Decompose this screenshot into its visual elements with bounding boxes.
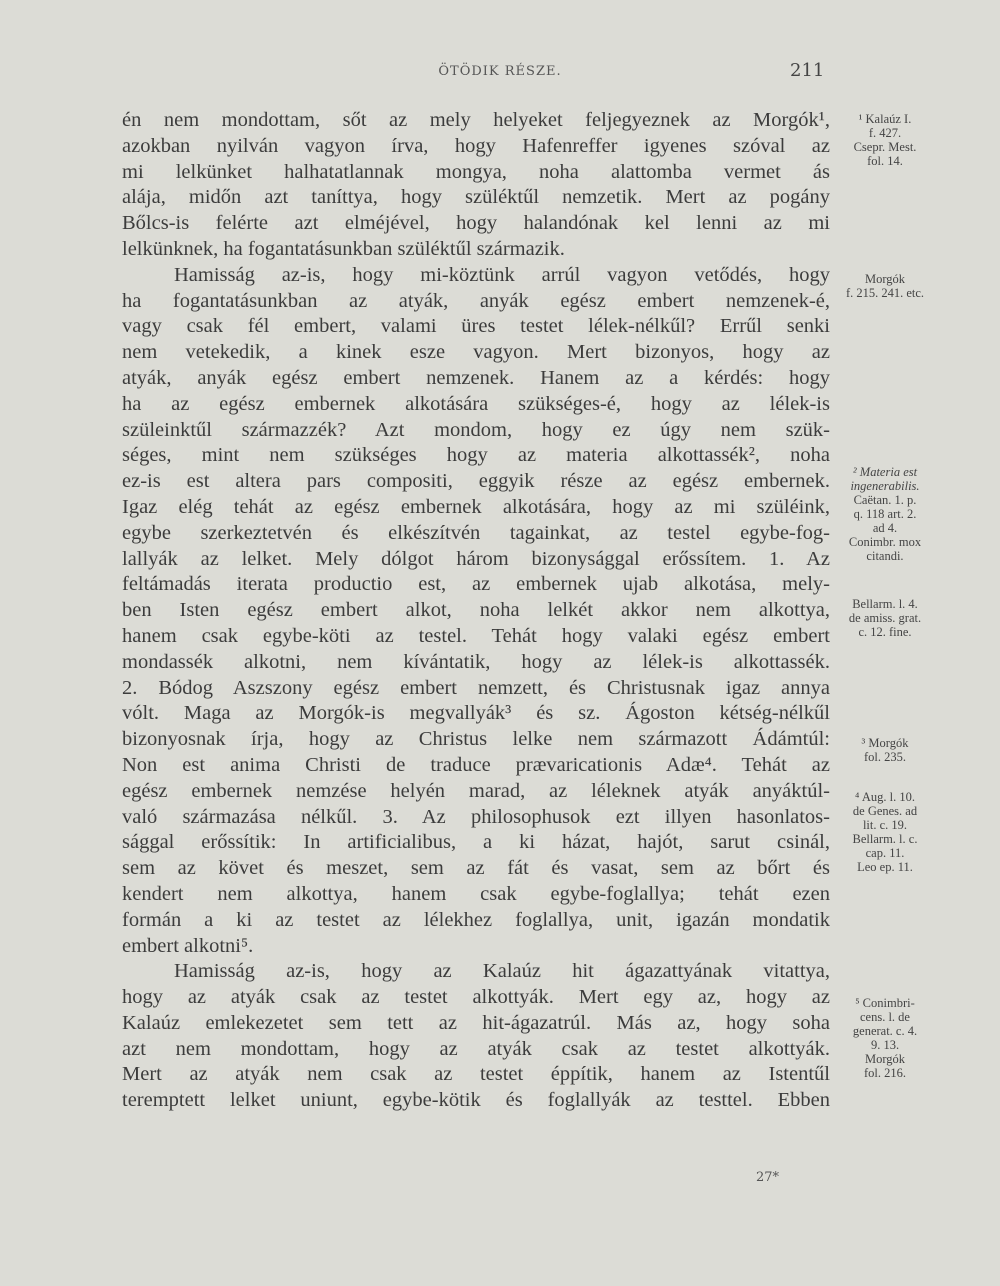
margin-note bbox=[830, 996, 940, 1080]
text-line: atyák, anyák egész embert nemzenek. Hanem az a kérdés: hogy bbox=[122, 366, 830, 389]
text-line: embert alkotni⁵. bbox=[122, 934, 254, 957]
margin-note-line: ⁵ Conimbri- bbox=[855, 996, 915, 1010]
margin-note-line: Csepr. Mest. bbox=[853, 140, 917, 154]
text-line: hanem csak egybe-köti az testel. Tehát hogy valaki egész embert bbox=[122, 624, 830, 647]
margin-note-line: 9. 13. bbox=[870, 1038, 900, 1052]
margin-note-line: generat. c. 4. bbox=[852, 1024, 918, 1038]
text-line: kendert nem alkottya, hanem csak egybe-foglallya; tehát ezen bbox=[122, 882, 830, 905]
margin-note-line: Morgók bbox=[864, 272, 906, 286]
text-line: bizonyosnak írja, hogy az Christus lelke nem származott Ádámtúl: bbox=[122, 728, 830, 751]
margin-note-line: f. 215. 241. etc. bbox=[845, 286, 925, 300]
margin-note-line: q. 118 art. 2. bbox=[853, 507, 917, 521]
margin-note bbox=[830, 736, 940, 764]
margin-note bbox=[830, 465, 940, 563]
text-line: Hamisság az-is, hogy az Kalaúz hit ágazattyának vitattya, bbox=[174, 960, 830, 983]
text-line: mondassék alkotni, nem kívántatik, hogy az lélek-is alkottassék. bbox=[122, 650, 830, 673]
text-line: ha fogantatásunkban az atyák, anyák egész embert nemzenek-é, bbox=[122, 289, 830, 312]
margin-note-line: Morgók bbox=[864, 1052, 906, 1066]
margin-note-line: citandi. bbox=[866, 549, 904, 563]
margin-note-line: c. 12. fine. bbox=[858, 625, 912, 639]
margin-note bbox=[830, 272, 940, 300]
text-line: alája, midőn azt taníttya, hogy szüléktűl nemzetik. Mert az pogány bbox=[122, 186, 830, 209]
text-line: sággal erőssítik: In artificialibus, a ki házat, hajót, sarut csinál, bbox=[122, 831, 830, 854]
body-text bbox=[122, 108, 830, 1114]
margin-note-line: ⁴ Aug. l. 10. bbox=[855, 790, 915, 804]
margin-note bbox=[830, 790, 940, 874]
margin-note-line: Conimbr. mox bbox=[848, 535, 922, 549]
margin-note-line: de amiss. grat. bbox=[848, 611, 922, 625]
text-line: ha az egész embernek alkotására szükséges-é, hogy az lélek-is bbox=[122, 392, 830, 415]
text-line: lallyák az lelket. Mely dólgot három bizonysággal erőssítem. 1. Az bbox=[122, 547, 830, 570]
text-line: egész embernek nemzése helyén marad, az léleknek atyák anyáktúl- bbox=[122, 779, 830, 802]
signature-mark: 27* bbox=[756, 1170, 780, 1185]
text-line: lelkünknek, ha fogantatásunkban szüléktűl származik. bbox=[122, 237, 565, 260]
margin-note bbox=[830, 112, 940, 168]
text-line: feltámadás iterata productio est, az embernek ujab alkotása, mely- bbox=[122, 573, 830, 596]
margin-note-line: Bellarm. l. 4. bbox=[852, 597, 918, 611]
margin-note-line: ² Materia est bbox=[852, 465, 918, 479]
text-line: Bőlcs-is felérte azt elméjével, hogy halandónak kel lenni az mi bbox=[122, 212, 830, 235]
text-line: mi lelkünket halhatatlannak mongya, noha alattomba vermet ás bbox=[122, 160, 830, 183]
text-line: séges, mint nem szükséges hogy az materia alkottassék², noha bbox=[122, 444, 830, 467]
text-line: szüleinktűl származzék? Azt mondom, hogy ez úgy nem szük- bbox=[122, 418, 830, 441]
text-line: Mert az atyák nem csak az testet éppítik, hanem az Istentűl bbox=[122, 1063, 830, 1086]
text-line: Igaz elég tehát az egész embernek alkotására, hogy az mi szüléink, bbox=[122, 495, 830, 518]
text-line: hogy az atyák csak az testet alkottyák. Mert egy az, hogy az bbox=[122, 986, 830, 1009]
page-number: 211 bbox=[790, 60, 825, 81]
text-line: vagy csak fél embert, valami üres testet lélek-nélkűl? Errűl senki bbox=[122, 315, 830, 338]
text-line: való származása nélkűl. 3. Az philosophusok ezt illyen hasonlatos- bbox=[122, 805, 830, 828]
text-line: egybe szerkeztetvén és elkészítvén tagainkat, az testel egybe-fog- bbox=[122, 521, 830, 544]
text-line: formán a ki az testet az lélekhez foglallya, unit, igazán mondatik bbox=[122, 908, 830, 931]
text-line: Kalaúz emlekezetet sem tett az hit-ágazatrúl. Más az, hogy soha bbox=[122, 1011, 830, 1034]
margin-note-line: lit. c. 19. bbox=[862, 818, 908, 832]
text-line: azokban nyilván vagyon írva, hogy Hafenreffer igyenes szóval az bbox=[122, 134, 830, 157]
text-line: Non est anima Christi de traduce prævaricationis Adæ⁴. Tehát az bbox=[122, 753, 830, 776]
text-line: azt nem mondottam, hogy az atyák csak az testet alkottyák. bbox=[122, 1037, 830, 1060]
margin-note-line: ¹ Kalaúz I. bbox=[858, 112, 912, 126]
margin-note-line: f. 427. bbox=[868, 126, 902, 140]
margin-note-line: Bellarm. l. c. bbox=[852, 832, 918, 846]
margin-note-line: fol. 216. bbox=[863, 1066, 906, 1080]
margin-note-line: ingenerabilis. bbox=[850, 479, 920, 493]
margin-note-line: ³ Morgók bbox=[861, 736, 909, 750]
margin-note-line: cens. l. de bbox=[860, 1010, 910, 1024]
text-line: teremptett lelket uniunt, egybe-kötik és foglallyák az testtel. Ebben bbox=[122, 1089, 830, 1112]
text-line: sem az követ és meszet, sem az fát és vasat, sem az bőrt és bbox=[122, 857, 830, 880]
margin-note-line: cap. 11. bbox=[865, 846, 905, 860]
text-line: ben Isten egész embert alkot, noha lelkét akkor nem alkottya, bbox=[122, 599, 830, 622]
margin-note-line: fol. 235. bbox=[863, 750, 906, 764]
text-line: 2. Bódog Aszszony egész embert nemzett, és Christusnak igaz annya bbox=[122, 676, 830, 699]
margin-note-line: Leo ep. 11. bbox=[857, 860, 913, 874]
text-line: én nem mondottam, sőt az mely helyeket feljegyeznek az Morgók¹, bbox=[122, 109, 830, 131]
margin-note bbox=[830, 597, 940, 639]
text-line: nem vetekedik, a kinek esze vagyon. Mert bizonyos, hogy az bbox=[122, 341, 830, 364]
margin-note-line: Caëtan. 1. p. bbox=[853, 493, 917, 507]
margin-note-line: fol. 14. bbox=[867, 154, 903, 168]
running-head-title: ÖTÖDIK RÉSZE. bbox=[438, 64, 562, 79]
margin-note-line: ad 4. bbox=[872, 521, 898, 535]
text-line: Hamisság az-is, hogy mi-köztünk arrúl vagyon vetődés, hogy bbox=[174, 263, 830, 286]
text-line: ez-is est altera pars compositi, eggyik része az egész embernek. bbox=[122, 470, 830, 493]
margin-note-line: de Genes. ad bbox=[852, 804, 918, 818]
text-line: vólt. Maga az Morgók-is megvallyák³ és sz. Ágoston kétség-nélkűl bbox=[122, 702, 830, 725]
